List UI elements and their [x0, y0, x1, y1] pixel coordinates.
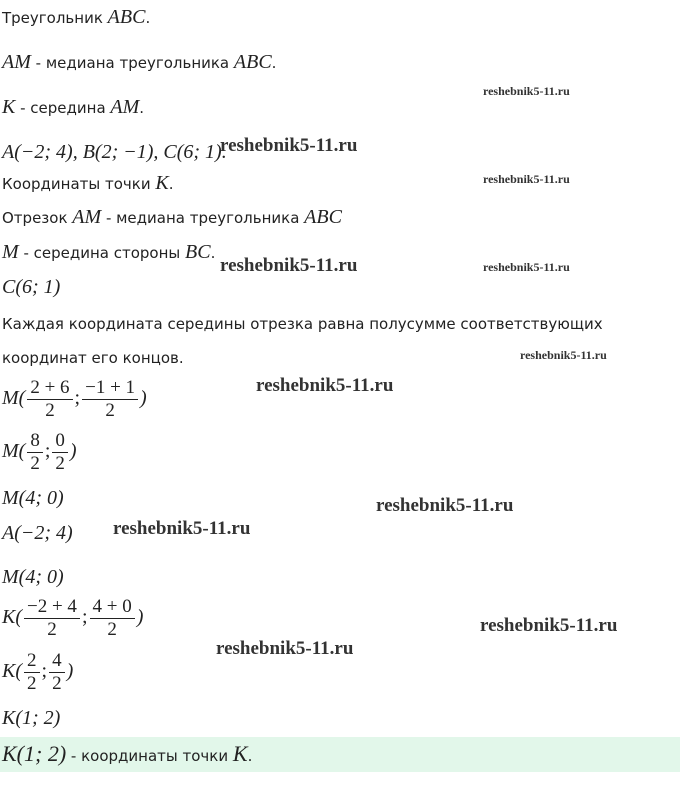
formula-k-simplified [2, 647, 73, 696]
text: Треугольник [2, 9, 108, 27]
math: M( [2, 440, 26, 462]
math: A(−2; 4), B(2; −1), C(6; 1). [2, 141, 227, 163]
denominator: 2 [52, 673, 62, 694]
separator: ; [44, 440, 51, 462]
math: ) [140, 387, 147, 409]
math: ) [69, 440, 77, 462]
math: M(4; 0) [2, 566, 64, 588]
separator: ; [81, 606, 88, 628]
line-rule-2 [2, 347, 184, 369]
denominator: 2 [47, 619, 57, 640]
line-midpoint-m [2, 241, 215, 264]
numerator: 4 [49, 650, 65, 673]
punct: . [139, 99, 145, 117]
formula-m-sum [2, 374, 147, 423]
math: AM [72, 206, 102, 228]
text: - середина [15, 99, 111, 117]
punct: . [271, 54, 277, 72]
formula-m-simplified [2, 427, 77, 476]
line-segment-median [2, 206, 342, 229]
punct: . [145, 9, 151, 27]
watermark: reshebnik5-11.ru [520, 348, 607, 362]
watermark: reshebnik5-11.ru [483, 172, 570, 186]
line-midpoint-k [2, 96, 144, 119]
punct: . [210, 244, 216, 262]
text: - середина стороны [18, 244, 186, 262]
numerator: 2 [24, 650, 40, 673]
math: ) [136, 606, 144, 628]
watermark: reshebnik5-11.ru [376, 495, 514, 516]
math: A(−2; 4) [2, 522, 73, 544]
math: BC [185, 241, 211, 263]
point-a [2, 522, 73, 545]
math: M(4; 0) [2, 487, 64, 509]
numerator: 8 [27, 430, 43, 453]
text: - медиана треугольника [101, 209, 305, 227]
fraction-x [24, 596, 80, 641]
numerator: 4 + 0 [90, 596, 135, 619]
math: M( [2, 387, 26, 409]
punct: . [247, 747, 253, 765]
math: K [232, 741, 248, 766]
fraction-y [52, 430, 68, 475]
separator: ; [74, 387, 81, 409]
watermark: reshebnik5-11.ru [220, 135, 358, 156]
line-points [2, 141, 227, 164]
text: - координаты точки [66, 747, 233, 765]
math: K [155, 172, 169, 194]
text: Каждая координата середины отрезка равна полусумме соответствующих [2, 315, 603, 333]
watermark: reshebnik5-11.ru [483, 260, 570, 274]
line-rule-1 [2, 313, 603, 335]
line-find-k [2, 172, 173, 195]
line-point-c [2, 276, 60, 299]
fraction-x [27, 377, 72, 422]
math: K( [2, 606, 22, 628]
fraction-y [90, 596, 135, 641]
math: M [2, 241, 19, 263]
watermark: reshebnik5-11.ru [483, 84, 570, 98]
separator: ; [41, 660, 48, 682]
text: Координаты точки [2, 175, 156, 193]
denominator: 2 [45, 400, 55, 421]
line-median [2, 51, 276, 74]
math: ABC [107, 6, 146, 28]
watermark: reshebnik5-11.ru [256, 375, 394, 396]
result-m [2, 487, 64, 510]
math: C(6; 1) [2, 276, 61, 298]
denominator: 2 [105, 400, 115, 421]
denominator: 2 [55, 453, 65, 474]
text: Отрезок [2, 209, 73, 227]
math: ABC [304, 206, 342, 228]
numerator: −2 + 4 [24, 596, 80, 619]
line-triangle [2, 6, 150, 29]
punct: . [168, 175, 174, 193]
watermark: reshebnik5-11.ru [216, 638, 354, 659]
numerator: 0 [52, 430, 68, 453]
denominator: 2 [107, 619, 117, 640]
denominator: 2 [27, 673, 37, 694]
fraction-y [49, 650, 65, 695]
watermark: reshebnik5-11.ru [220, 255, 358, 276]
denominator: 2 [30, 453, 40, 474]
fraction-x [24, 650, 40, 695]
point-m [2, 566, 64, 589]
fraction-y [82, 377, 138, 422]
math: K( [2, 660, 22, 682]
answer-line [2, 743, 252, 767]
formula-k-sum [2, 593, 143, 642]
text: - медиана треугольника [30, 54, 234, 72]
math: K [2, 96, 16, 118]
math: AM [110, 96, 140, 118]
math: AM [2, 51, 31, 73]
math: ) [66, 660, 74, 682]
numerator: −1 + 1 [82, 377, 138, 400]
math: K(1; 2) [2, 707, 61, 729]
result-k [2, 707, 60, 730]
text: координат его концов. [2, 349, 184, 367]
math: ABC [233, 51, 272, 73]
numerator: 2 + 6 [27, 377, 72, 400]
watermark: reshebnik5-11.ru [480, 615, 618, 636]
math: K(1; 2) [2, 741, 67, 766]
fraction-x [27, 430, 43, 475]
watermark: reshebnik5-11.ru [113, 518, 251, 539]
